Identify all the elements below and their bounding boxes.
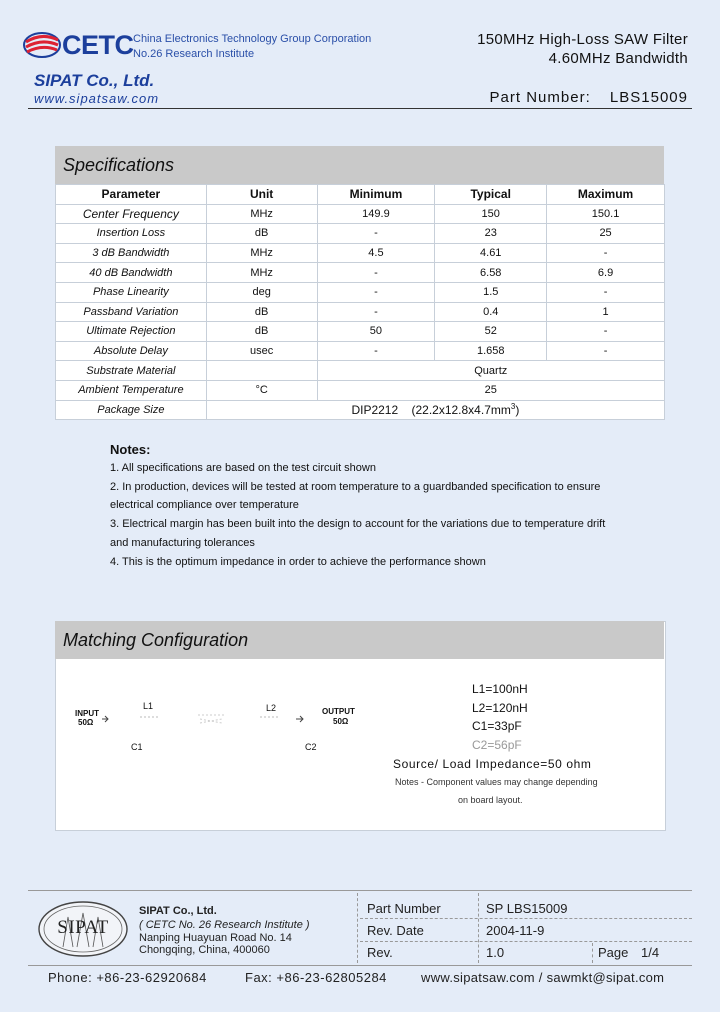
param-name: Insertion Loss	[56, 224, 207, 244]
table-row	[56, 224, 665, 244]
param-max: -	[547, 322, 665, 342]
param-name: 3 dB Bandwidth	[56, 243, 207, 263]
header-divider	[28, 108, 692, 109]
note-line: and manufacturing tolerances	[110, 537, 255, 549]
footer-phone: Phone: +86-23-62920684	[48, 970, 207, 985]
footer-institute: ( CETC No. 26 Research Institute )	[139, 919, 310, 931]
footer-part-number-label: Part Number	[367, 901, 441, 916]
table-header-row	[56, 185, 665, 205]
table-row	[56, 282, 665, 302]
ambient-label: Ambient Temperature	[56, 380, 207, 400]
table-row	[56, 204, 665, 224]
org-name-line2: No.26 Research Institute	[133, 48, 255, 60]
note-line: 1. All specifications are based on the test circuit shown	[110, 462, 376, 474]
param-typ: 1.5	[435, 282, 547, 302]
col-header-minimum: Minimum	[317, 185, 435, 205]
footer-top-rule	[28, 890, 692, 891]
param-min: 149.9	[317, 204, 435, 224]
footer-col-divider	[592, 943, 593, 963]
param-min: 4.5	[317, 243, 435, 263]
param-max: -	[547, 341, 665, 361]
param-min: -	[317, 302, 435, 322]
col-header-unit: Unit	[206, 185, 317, 205]
footer-rev-value: 1.0	[486, 945, 505, 960]
param-max: -	[547, 282, 665, 302]
component-value-l1: L1=100nH	[472, 682, 528, 696]
part-number-label: Part Number:	[489, 89, 591, 106]
footer-rev-label: Rev.	[367, 945, 393, 960]
param-name: Center Frequency	[56, 204, 207, 224]
col-header-maximum: Maximum	[547, 185, 665, 205]
footer-rev-date-label: Rev. Date	[367, 923, 424, 938]
note-line: 3. Electrical margin has been built into the design to account for the variations due to temperature drift	[110, 518, 606, 530]
matching-note-line2: on board layout.	[458, 795, 523, 805]
param-typ: 150	[435, 204, 547, 224]
part-number-value: LBS15009	[609, 89, 688, 106]
product-title: 150MHz High-Loss SAW Filter	[477, 31, 688, 48]
table-row	[56, 400, 665, 420]
param-min: -	[317, 263, 435, 283]
package-size-exponent: 3	[510, 402, 516, 412]
footer-page-label: Page	[598, 945, 629, 960]
table-row	[56, 302, 665, 322]
param-min: 50	[317, 322, 435, 342]
col-header-typical: Typical	[435, 185, 547, 205]
param-unit: MHz	[206, 204, 317, 224]
company-website: www.sipatsaw.com	[34, 91, 160, 106]
footer-address2: Chongqing, China, 400060	[139, 944, 270, 956]
package-size-close: )	[515, 403, 520, 418]
package-label: Package Size	[56, 400, 207, 420]
ambient-value: 25	[317, 380, 664, 400]
component-value-c1: C1=33pF	[472, 719, 522, 733]
param-max: 150.1	[547, 204, 665, 224]
org-name-line1: China Electronics Technology Group Corporation	[133, 33, 372, 45]
specifications-table	[55, 184, 665, 420]
footer-row-divider	[360, 941, 692, 942]
substrate-unit	[206, 361, 317, 381]
sipat-logo-text: SIPAT	[57, 917, 109, 938]
param-min: -	[317, 341, 435, 361]
footer-row-divider	[360, 918, 692, 919]
footer-address1: Nanping Huayuan Road No. 14	[139, 932, 292, 944]
l2-tag: L2	[266, 703, 277, 713]
footer-company: SIPAT Co., Ltd.	[139, 905, 217, 917]
matching-title: Matching Configuration	[63, 630, 249, 650]
source-load-impedance: Source/ Load Impedance=50 ohm	[393, 757, 592, 771]
footer-divider	[357, 893, 358, 963]
package-size-text: DIP2212 (22.2x12.8x4.7mm	[351, 403, 511, 418]
footer-fax: Fax: +86-23-62805284	[245, 970, 387, 985]
matching-note-line1: Notes - Component values may change depending	[395, 777, 598, 787]
substrate-label: Substrate Material	[56, 361, 207, 381]
table-row	[56, 243, 665, 263]
c2-tag: C2	[305, 742, 317, 752]
specifications-title: Specifications	[63, 155, 175, 175]
ambient-unit: °C	[206, 380, 317, 400]
package-value	[206, 400, 664, 420]
param-max: -	[547, 243, 665, 263]
notes-title: Notes:	[110, 442, 151, 457]
param-unit: dB	[206, 322, 317, 342]
table-row	[56, 322, 665, 342]
param-min: -	[317, 224, 435, 244]
param-unit: dB	[206, 224, 317, 244]
param-name: Passband Variation	[56, 302, 207, 322]
param-typ: 23	[435, 224, 547, 244]
output-label: OUTPUT	[322, 707, 355, 716]
param-unit: dB	[206, 302, 317, 322]
input-label: INPUT	[75, 709, 99, 718]
param-typ: 0.4	[435, 302, 547, 322]
footer-rev-date-value: 2004-11-9	[486, 923, 545, 938]
footer-contact: www.sipatsaw.com / sawmkt@sipat.com	[421, 970, 665, 985]
param-typ: 4.61	[435, 243, 547, 263]
note-line: 2. In production, devices will be tested at room temperature to a guardbanded specification to ensure	[110, 481, 601, 493]
param-unit: MHz	[206, 243, 317, 263]
param-typ: 1.658	[435, 341, 547, 361]
param-name: Phase Linearity	[56, 282, 207, 302]
input-impedance: 50Ω	[78, 718, 94, 727]
param-max: 1	[547, 302, 665, 322]
component-value-l2: L2=120nH	[472, 701, 528, 715]
param-max: 25	[547, 224, 665, 244]
cetc-logo-icon	[22, 30, 62, 60]
c1-tag: C1	[131, 742, 143, 752]
company-name: SIPAT Co., Ltd.	[34, 71, 155, 90]
footer-col-divider	[478, 893, 479, 963]
substrate-value: Quartz	[317, 361, 664, 381]
output-impedance: 50Ω	[333, 717, 349, 726]
table-row	[56, 263, 665, 283]
table-row	[56, 341, 665, 361]
param-unit: MHz	[206, 263, 317, 283]
cetc-logo-text: CETC	[62, 30, 134, 60]
param-name: 40 dB Bandwidth	[56, 263, 207, 283]
l1-tag: L1	[143, 701, 154, 711]
param-name: Ultimate Rejection	[56, 322, 207, 342]
matching-header	[55, 621, 664, 659]
note-line: electrical compliance over temperature	[110, 499, 299, 511]
param-typ: 6.58	[435, 263, 547, 283]
product-bandwidth: 4.60MHz Bandwidth	[548, 50, 688, 67]
col-header-parameter: Parameter	[56, 185, 207, 205]
note-line: 4. This is the optimum impedance in order to achieve the performance shown	[110, 556, 486, 568]
param-max: 6.9	[547, 263, 665, 283]
param-name: Absolute Delay	[56, 341, 207, 361]
table-row	[56, 380, 665, 400]
specifications-header	[55, 146, 664, 184]
footer-bottom-rule	[28, 965, 692, 966]
footer-part-number-value: SP LBS15009	[486, 901, 568, 916]
param-unit: usec	[206, 341, 317, 361]
component-value-c2: C2=56pF	[472, 738, 522, 752]
param-typ: 52	[435, 322, 547, 342]
table-row	[56, 361, 665, 381]
param-unit: deg	[206, 282, 317, 302]
param-min: -	[317, 282, 435, 302]
part-number-heading	[490, 89, 688, 106]
footer-page-value: 1/4	[641, 945, 660, 960]
